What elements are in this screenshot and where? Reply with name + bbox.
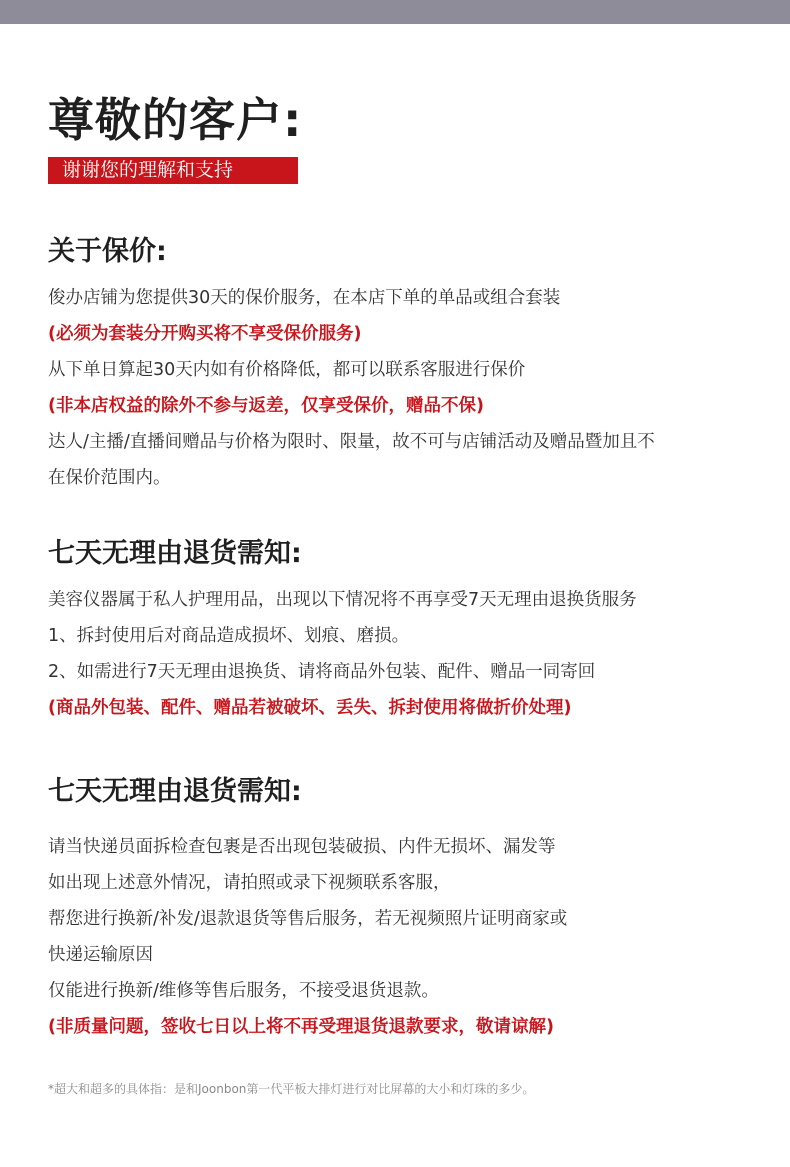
notice-line: 美容仪器属于私人护理用品，出现以下情况将不再享受7天无理由退换货服务: [48, 590, 637, 610]
thanks-badge: 谢谢您的理解和支持: [48, 157, 298, 184]
notice-line: 请当快递员面拆检查包裹是否出现包装破损、内件无损坏、漏发等: [48, 837, 556, 857]
notice-line: 仅能进行换新/维修等售后服务，不接受退货退款。: [48, 981, 439, 1001]
seven-day-return-list: [48, 582, 758, 726]
notice-line: 从下单日算起30天内如有价格降低，都可以联系客服进行保价: [48, 360, 526, 380]
notice-line-emphasis: (必须为套装分开购买将不享受保价服务): [48, 324, 362, 344]
footnote: *超大和超多的具体指：是和Joonbon第一代平板大排灯进行对比屏幕的大小和灯珠的多少。: [48, 1082, 535, 1096]
notice-line: 2、如需进行7天无理由退换货、请将商品外包装、配件、赠品一同寄回: [48, 662, 596, 682]
notice-line: 快递运输原因: [48, 945, 153, 965]
section-title-seven-day-return: 七天无理由退货需知:: [48, 538, 302, 569]
notice-line: 在保价范围内。: [48, 468, 171, 488]
notice-line-emphasis: (非本店权益的除外不参与返差，仅享受保价，赠品不保): [48, 396, 484, 416]
page-title: 尊敬的客户:: [48, 93, 303, 147]
price-protection-list: [48, 280, 758, 496]
delivery-inspection-list: [48, 829, 758, 1045]
notice-line: 达人/主播/直播间赠品与价格为限时、限量，故不可与店铺活动及赠品暨加且不: [48, 432, 655, 452]
notice-line: 俊办店铺为您提供30天的保价服务，在本店下单的单品或组合套装: [48, 288, 561, 308]
notice-line-emphasis: (商品外包装、配件、赠品若被破坏、丢失、拆封使用将做折价处理): [48, 698, 572, 718]
notice-line: 帮您进行换新/补发/退款退货等售后服务，若无视频照片证明商家或: [48, 909, 568, 929]
notice-line: 如出现上述意外情况，请拍照或录下视频联系客服，: [48, 873, 451, 893]
top-bar: [0, 0, 790, 24]
notice-line: 1、拆封使用后对商品造成损坏、划痕、磨损。: [48, 626, 410, 646]
notice-line-emphasis: (非质量问题，签收七日以上将不再受理退货退款要求，敬请谅解): [48, 1017, 554, 1037]
section-title-price-protection: 关于保价:: [48, 236, 167, 267]
section-title-delivery-inspection: 七天无理由退货需知:: [48, 776, 302, 807]
